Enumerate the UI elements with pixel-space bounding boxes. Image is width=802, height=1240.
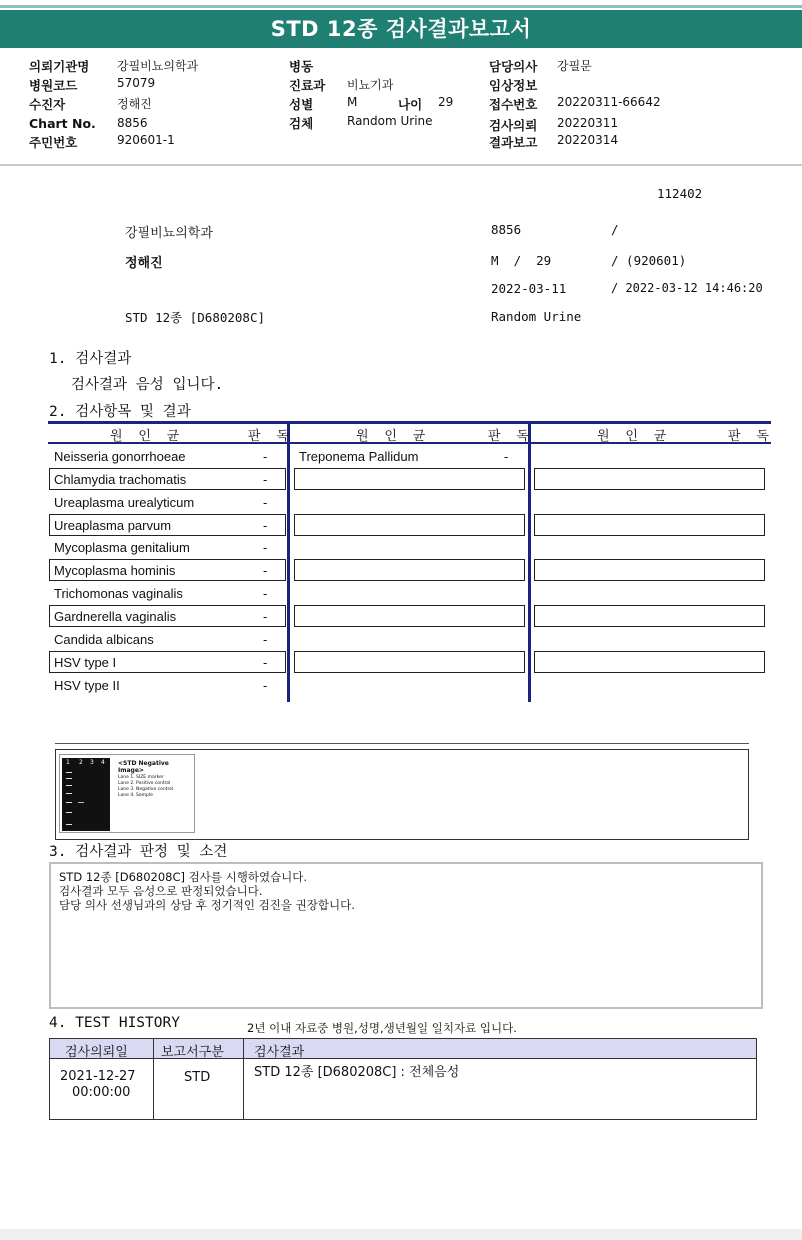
header-key: 담당의사 (489, 59, 538, 74)
summary-name: 정해진 (125, 256, 163, 271)
summary-birth: / (920601) (611, 253, 687, 268)
header-key: 접수번호 (489, 97, 538, 112)
opinion-box (49, 862, 763, 1009)
organism-name: Gardnerella vaginalis (54, 609, 177, 624)
col-header-judge: 판 독 (248, 429, 293, 444)
organism-name: Mycoplasma hominis (54, 563, 176, 578)
empty-row-box (294, 605, 525, 627)
organism-name: Chlamydia trachomatis (54, 472, 187, 487)
gel-legend-item: Lane 3. Negative control (118, 787, 174, 792)
report-title: STD 12종 검사결과보고서 (0, 10, 802, 48)
lane-number: 1 (66, 759, 70, 766)
organism-name: Candida albicans (54, 632, 154, 647)
history-result: STD 12종 [D680208C] : 전체음성 (254, 1065, 460, 1080)
header-value: 20220311 (557, 116, 619, 130)
control-band (78, 802, 84, 803)
empty-row-box (294, 514, 525, 536)
header-value: Random Urine (347, 114, 433, 128)
history-type: STD (184, 1070, 211, 1085)
gel-legend-item: Lane 2. Positive control (118, 781, 171, 786)
header-value: M (347, 95, 358, 109)
opinion-line: STD 12종 [D680208C] 검사를 시행하였습니다. (59, 870, 308, 884)
empty-row-box (534, 468, 765, 490)
page-bottom-band (0, 1229, 802, 1240)
marker-band (66, 812, 72, 813)
organism-name: Ureaplasma parvum (54, 518, 172, 533)
empty-row-box (534, 514, 765, 536)
section1-text: 검사결과 음성 입니다. (71, 377, 224, 393)
header-key: 주민번호 (29, 135, 78, 150)
organism-result: - (263, 678, 268, 693)
header-value: 20220314 (557, 133, 619, 147)
summary-test: STD 12종 [D680208C] (125, 310, 266, 325)
col-header-judge: 판 독 (488, 429, 533, 444)
history-note: 2년 이내 자료중 병원,성명,생년월일 일치자료 입니다. (247, 1021, 517, 1035)
lane-number: 3 (90, 759, 94, 766)
organism-name: Neisseria gonorrhoeae (54, 449, 186, 464)
organism-result: - (263, 518, 268, 533)
organism-result: - (504, 449, 509, 464)
header-key: 임상정보 (489, 78, 538, 93)
organism-result: - (263, 540, 268, 555)
organism-result: - (263, 472, 268, 487)
history-time: 00:00:00 (72, 1085, 131, 1100)
column-divider (287, 421, 290, 702)
header-value: 강필문 (557, 59, 592, 73)
header-divider (0, 164, 802, 166)
summary-chart: 8856 (491, 222, 522, 237)
header-value: 8856 (117, 116, 148, 130)
header-key: 결과보고 (489, 135, 538, 150)
summary-specimen: Random Urine (491, 309, 582, 324)
section2-title: 2. 검사항목 및 결과 (49, 404, 191, 420)
organism-result: - (263, 632, 268, 647)
summary-sex-age: M / 29 (491, 253, 552, 268)
empty-row-box (534, 651, 765, 673)
header-key: 병동 (289, 59, 314, 74)
header-key: 검사의뢰 (489, 118, 538, 133)
marker-band (66, 772, 72, 773)
header-key: 의뢰기관명 (29, 59, 90, 74)
organism-name: Treponema Pallidum (299, 449, 419, 464)
organism-name: Mycoplasma genitalium (54, 540, 190, 555)
header-value: 정해진 (117, 97, 152, 111)
lane-number: 4 (101, 759, 105, 766)
history-header-row (49, 1038, 757, 1059)
col-header-organism: 원 인 균 (110, 429, 184, 444)
table-top-border (48, 421, 771, 424)
organism-name: Trichomonas vaginalis (54, 586, 183, 601)
age-value: 29 (438, 95, 454, 109)
organism-result: - (263, 586, 268, 601)
marker-band (66, 778, 72, 779)
organism-name: Ureaplasma urealyticum (54, 495, 195, 510)
section3-title: 3. 검사결과 판정 및 소견 (49, 844, 228, 860)
section1-title: 1. 검사결과 (49, 351, 132, 367)
header-key: 진료과 (289, 78, 326, 93)
marker-band (66, 802, 72, 803)
gel-title: <STD Negative Image> (118, 760, 169, 774)
summary-hospital: 강필비뇨의학과 (125, 226, 213, 241)
top-accent-line (0, 5, 802, 8)
organism-result: - (263, 495, 268, 510)
history-header-cell: 검사결과 (254, 1045, 305, 1060)
empty-row-box (294, 468, 525, 490)
marker-band (66, 793, 72, 794)
header-key: 성별 (289, 97, 314, 112)
marker-band (66, 824, 72, 825)
gel-top-line (55, 743, 749, 744)
summary-date-reported: / 2022-03-12 14:46:20 (611, 281, 763, 295)
organism-result: - (263, 609, 268, 624)
header-key: 병원코드 (29, 78, 78, 93)
header-key: Chart No. (29, 116, 96, 131)
history-header-cell: 검사의뢰일 (65, 1045, 128, 1060)
gel-image-panel (59, 754, 195, 833)
organism-name: HSV type I (54, 655, 117, 670)
summary-slash: / (611, 222, 619, 237)
gel-image (62, 758, 110, 831)
organism-result: - (263, 563, 268, 578)
col-header-judge: 판 독 (728, 429, 773, 444)
empty-row-box (534, 605, 765, 627)
lane-number: 2 (79, 759, 83, 766)
history-date: 2021-12-27 (60, 1069, 136, 1084)
header-value: 강필비뇨의학과 (117, 59, 199, 73)
empty-row-box (294, 651, 525, 673)
organism-name: HSV type II (54, 678, 120, 693)
gel-legend-item: Lane 4. Sample (118, 793, 153, 798)
empty-row-box (294, 559, 525, 581)
summary-code: 112402 (657, 186, 703, 201)
opinion-line: 검사결과 모두 음성으로 판정되었습니다. (59, 884, 263, 898)
organism-result: - (263, 449, 268, 464)
marker-band (66, 785, 72, 786)
organism-result: - (263, 655, 268, 670)
col-header-organism: 원 인 균 (356, 429, 430, 444)
col-header-organism: 원 인 균 (597, 429, 671, 444)
section4-title: 4. TEST HISTORY (49, 1015, 180, 1031)
empty-row-box (534, 559, 765, 581)
header-key: 검체 (289, 116, 314, 131)
column-divider (528, 421, 531, 702)
header-value: 비뇨기과 (347, 78, 394, 92)
header-value: 920601-1 (117, 133, 175, 147)
header-value: 20220311-66642 (557, 95, 661, 109)
history-header-cell: 보고서구분 (161, 1045, 224, 1060)
opinion-line: 담당 의사 선생님과의 상담 후 정기적인 검진을 권장합니다. (59, 898, 355, 912)
header-value: 57079 (117, 76, 156, 90)
age-label: 나이 (398, 97, 423, 112)
header-key: 수진자 (29, 97, 66, 112)
gel-legend-item: Lane 1. SIZE marker (118, 775, 164, 780)
summary-date-received: 2022-03-11 (491, 281, 567, 296)
